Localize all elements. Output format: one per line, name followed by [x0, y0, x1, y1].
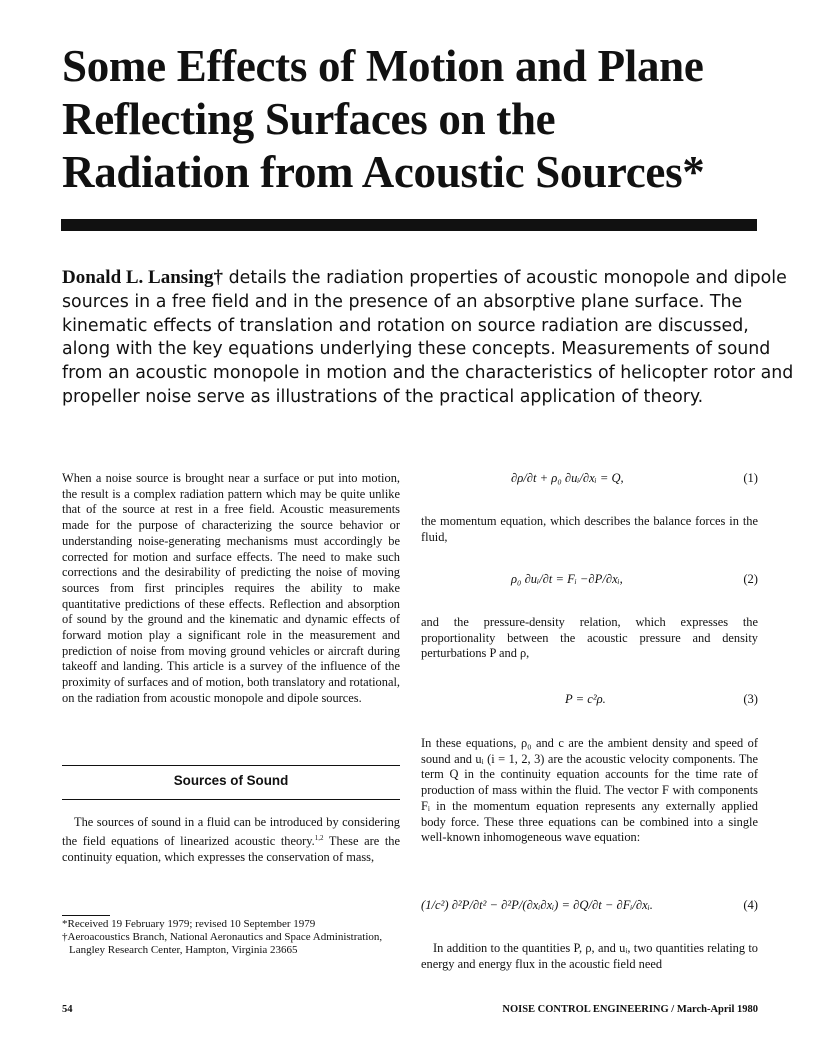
equation-number: (1)	[743, 471, 758, 485]
pressure-paragraph	[421, 615, 758, 662]
abstract-text: details the radiation properties of acoustic monopole and dipole	[223, 268, 787, 288]
equation-expression: ρ₀ ∂uᵢ/∂t = Fᵢ −∂P/∂xᵢ,	[511, 572, 623, 586]
section-rule-bottom	[62, 799, 400, 800]
equation-number: (3)	[743, 692, 758, 706]
abstract	[62, 266, 794, 410]
section-heading: Sources of Sound	[173, 773, 289, 788]
title-line: Reflecting Surfaces on the	[62, 94, 556, 144]
equation-number: (4)	[743, 898, 758, 912]
author-footnote-mark: †	[213, 267, 224, 288]
sources-text: The sources of sound in a fluid can be introduced by considering the field equations of linearized acoustic theory.	[62, 815, 400, 848]
equation-expression: ∂ρ/∂t + ρ₀ ∂uᵢ/∂xᵢ = Q,	[511, 471, 624, 485]
equation-expression: (1/c²) ∂²P/∂t² − ∂²P/(∂xᵢ∂xᵢ) = ∂Q/∂t − ∂Fᵢ/∂xᵢ.	[421, 898, 653, 912]
abstract-line	[62, 266, 787, 291]
footnotes	[62, 918, 402, 958]
page-number: 54	[62, 1004, 73, 1015]
received-note: *Received 19 February 1979; revised 10 September 1979	[62, 918, 316, 930]
sources-paragraph	[62, 815, 400, 865]
abstract-line: propeller noise serve as illustrations of the practical application of theory.	[62, 386, 704, 407]
reference-marks: 1,2	[314, 833, 324, 842]
journal-footer: NOISE CONTROL ENGINEERING / March-April 1980	[502, 1004, 758, 1015]
sources-text: These are the continuity equation, which expresses the conservation of mass,	[62, 833, 401, 864]
abstract-line: kinematic effects of translation and rotation on source radiation are discussed,	[62, 315, 749, 336]
momentum-paragraph	[421, 514, 758, 545]
abstract-line: sources in a free field and in the presence of an absorptive plane surface. The	[62, 291, 743, 312]
equation-number: (2)	[743, 572, 758, 586]
definitions-text: In these equations, ρ₀ and c are the ambient density and speed of sound and uᵢ (i = 1, 2, 3) are the acoustic velocity components. The term Q in the continuity equation accounts for the time rate of production of mass within the fluid. The vector F with components Fᵢ in the momentum equation represents any externally applied body force. These three equations can be combined into a single well-known inhomogeneous wave equation:	[421, 736, 758, 845]
equation-1	[421, 471, 758, 489]
section-rule-top	[62, 765, 400, 766]
equation-2	[421, 572, 758, 590]
article-title	[62, 40, 782, 199]
author-name: Donald L. Lansing	[62, 267, 214, 288]
equation-expression: P = c²ρ.	[565, 692, 606, 706]
abstract-line: from an acoustic monopole in motion and the characteristics of helicopter rotor and	[62, 363, 794, 384]
title-rule	[61, 219, 757, 231]
equation-4	[421, 898, 758, 916]
affiliation-note: †Aeroacoustics Branch, National Aeronautics and Space Administration, Langley Research Center, Hampton, Virginia 23665	[62, 931, 383, 957]
pressure-text: and the pressure-density relation, which expresses the proportionality between the acoustic pressure and density perturbations P and ρ,	[421, 615, 758, 661]
energy-paragraph	[421, 941, 758, 972]
title-line: Radiation from Acoustic Sources*	[62, 147, 705, 197]
left-column	[62, 471, 400, 707]
momentum-text: the momentum equation, which describes the balance forces in the fluid,	[421, 514, 758, 544]
title-line: Some Effects of Motion and Plane	[62, 41, 704, 91]
abstract-line: along with the key equations underlying these concepts. Measurements of sound	[62, 339, 771, 360]
intro-paragraph: When a noise source is brought near a surface or put into motion, the result is a complex radiation pattern which may be quite unlike that of the source at rest in a free field. Acoustic measurements made for the purpose of characterizing the source behavior or understanding noise-generating mechanisms must accordingly be corrected for motion and surface effects. The need to make such corrections and the desirability of predicting the noise of moving sources from first principles requires the ability to make quantitative predictions of these effects. Reflection and absorption of sound by the ground and the kinematic and dynamic effects of forward motion play a significant role in the measurement and prediction of noise from moving ground vehicles or aircraft during takeoff and landing. This article is a survey of the influence of the proximity of surfaces and of motion, both translatory and rotational, on the radiation from acoustic monopole and dipole sources.	[62, 471, 400, 705]
definitions-paragraph	[421, 736, 758, 846]
energy-text: In addition to the quantities P, ρ, and uᵢ, two quantities relating to energy and energy flux in the acoustic field need	[421, 941, 758, 971]
footnote-rule	[62, 915, 110, 916]
equation-3	[421, 692, 758, 710]
